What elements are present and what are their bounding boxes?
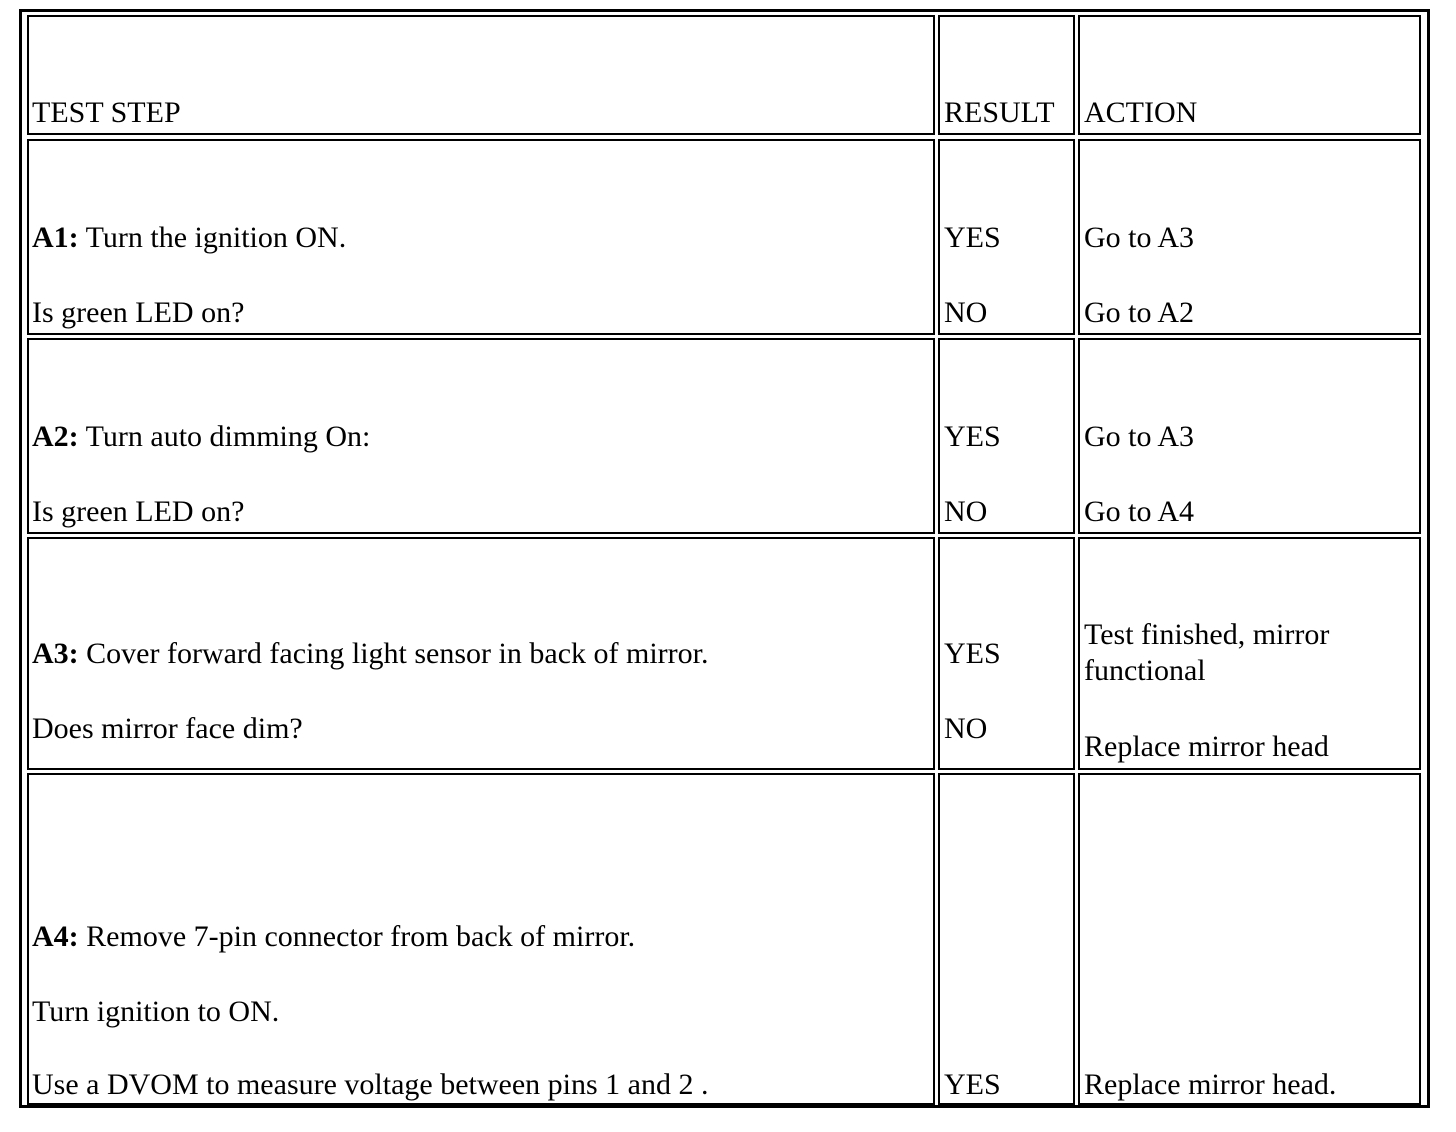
row-a1-question: Is green LED on? [32, 296, 245, 329]
row-a1-step-text: Turn the ignition ON. [85, 221, 347, 254]
row-a4-action-cell [1078, 773, 1421, 1105]
row-a2-action-no: Go to A4 [1084, 495, 1195, 528]
row-a3-question: Does mirror face dim? [32, 712, 303, 745]
row-a1-result-yes: YES [944, 221, 1001, 254]
row-a2-result-yes: YES [944, 420, 1001, 453]
row-a2-result-no: NO [944, 495, 988, 528]
row-a1-id: A1: [32, 221, 79, 254]
header-result: RESULT [944, 96, 1055, 129]
row-a1-result-no: NO [944, 296, 988, 329]
row-a4-id: A4: [32, 920, 79, 953]
row-a4-result-cell [938, 773, 1075, 1105]
row-a4-action-yes: Replace mirror head. [1084, 1068, 1337, 1101]
row-a2-action-yes: Go to A3 [1084, 420, 1195, 453]
row-a2-step-text: Turn auto dimming On: [85, 420, 371, 453]
row-a3-id: A3: [32, 637, 79, 670]
row-a3-action-no: Replace mirror head [1084, 730, 1329, 763]
header-action: ACTION [1084, 96, 1198, 129]
row-a4-step [32, 920, 635, 954]
row-a4-step-text: Remove 7-pin connector from back of mirror. [86, 920, 636, 953]
row-a3-step-text: Cover forward facing light sensor in back of mirror. [86, 637, 709, 670]
row-a4-result-yes: YES [944, 1068, 1001, 1101]
row-a3-result-no: NO [944, 712, 988, 745]
row-a3-step [32, 637, 708, 671]
header-test-step: TEST STEP [32, 96, 181, 129]
row-a1-step [32, 221, 346, 255]
row-a3-result-yes: YES [944, 637, 1001, 670]
row-a2-question: Is green LED on? [32, 495, 245, 528]
row-a1-action-yes: Go to A3 [1084, 221, 1195, 254]
row-a3-action-yes: Test finished, mirror functional [1084, 618, 1330, 687]
row-a4-question: Use a DVOM to measure voltage between pins 1 and 2 . [32, 1068, 709, 1101]
row-a2-id: A2: [32, 420, 79, 453]
row-a2-step [32, 420, 370, 454]
row-a1-action-no: Go to A2 [1084, 296, 1195, 329]
row-a4-step2: Turn ignition to ON. [32, 995, 280, 1028]
